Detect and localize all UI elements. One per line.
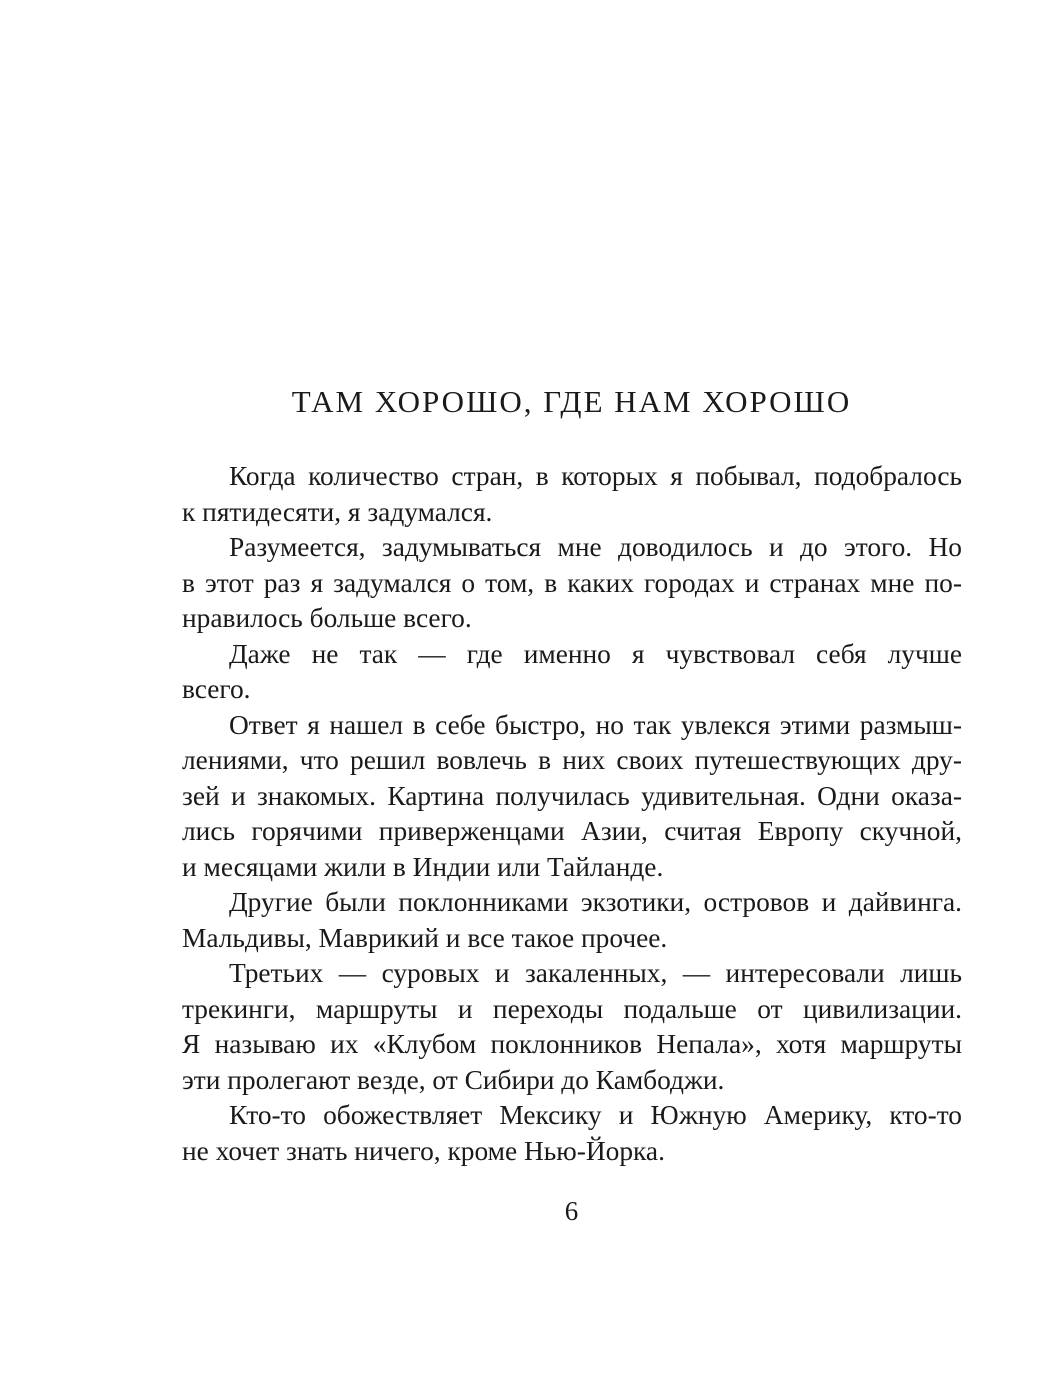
text-line: не хочет знать ничего, кроме Нью-Йорка. <box>182 1135 665 1166</box>
body-text <box>182 459 962 1169</box>
text-line: эти пролегают везде, от Сибири до Камбоджи. <box>182 1064 725 1095</box>
text-line: Кто-то обожествляет Мексику и Южную Америку, кто-то <box>229 1100 962 1130</box>
text-line: Мальдивы, Маврикий и все такое прочее. <box>182 922 668 953</box>
text-line: зей и знакомых. Картина получилась удивительная. Одни оказа- <box>182 780 962 811</box>
text-line: Третьих — суровых и закаленных, — интересовали лишь <box>229 958 962 988</box>
text-line: лись горячими приверженцами Азии, считая Европу скучной, <box>182 816 962 846</box>
text-line: Ответ я нашел в себе быстро, но так увлекся этими размыш- <box>229 709 962 740</box>
text-line: нравилось больше всего. <box>182 603 472 633</box>
text-line: Когда количество стран, в которых я побывал, подобралось <box>229 461 962 491</box>
text-line: Даже не так — где именно я чувствовал себя лучше <box>229 638 962 669</box>
text-line: к пятидесяти, я задумался. <box>182 496 493 527</box>
page-number: 6 <box>564 1196 579 1226</box>
text-line: Я называю их «Клубом поклонников Непала», хотя маршруты <box>182 1029 962 1059</box>
text-line: лениями, что решил вовлечь в них своих путешествующих дру- <box>182 745 962 775</box>
text-line: Разумеется, задумываться мне доводилось и до этого. Но <box>229 532 962 562</box>
text-line: всего. <box>182 674 251 704</box>
text-line: Другие были поклонниками экзотики, островов и дайвинга. <box>229 887 962 917</box>
text-line: и месяцами жили в Индии или Тайланде. <box>182 851 664 882</box>
chapter-title: ТАМ ХОРОШО, ГДЕ НАМ ХОРОШО <box>291 384 852 419</box>
text-line: в этот раз я задумался о том, в каких городах и странах мне по- <box>182 567 962 598</box>
text-line: трекинги, маршруты и переходы подальше от цивилизации. <box>182 993 962 1024</box>
